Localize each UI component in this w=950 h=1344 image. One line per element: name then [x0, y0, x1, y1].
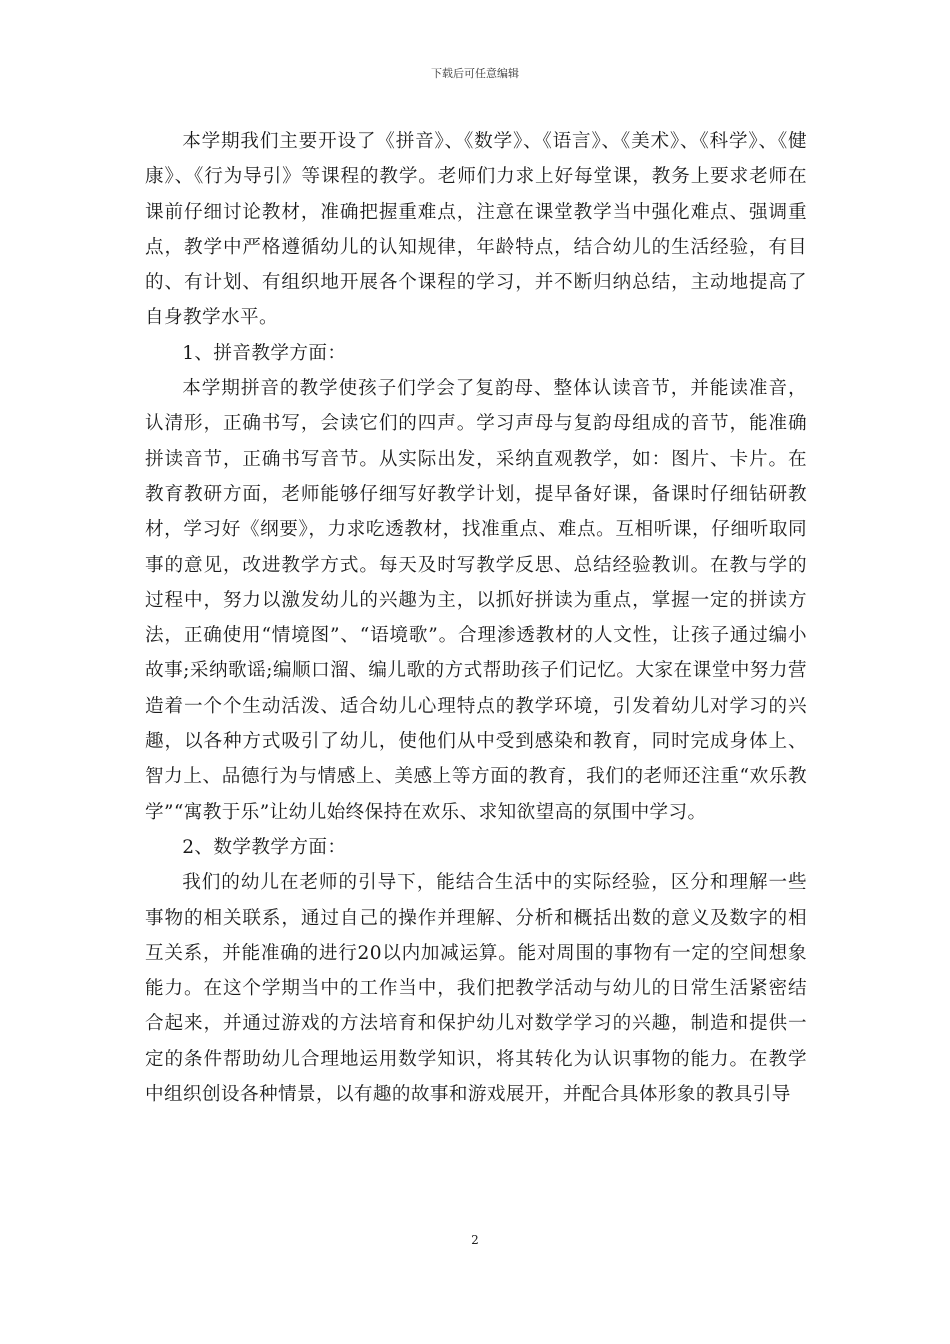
page-header: 下载后可任意编辑	[431, 67, 519, 80]
section-heading-math: 2、数学教学方面：	[182, 836, 347, 858]
paragraph-pinyin: 本学期拼音的教学使孩子们学会了复韵母、整体认读音节，并能读准音，认清形，正确书写，会读它们的四声。学习声母与复韵母组成的音节，能准确拼读音节，正确书写音节。从实际出发，采纳直观教学，如：图片、卡片。在教育教研方面，老师能够仔细写好教学计划，提早备好课，备课时仔细钻研教材，学习好《纲要》，力求吃透教材，找准重点、难点。互相听课，仔细听取同事的意见，改进教学方式。每天及时写教学反思、总结经验教训。在教与学的过程中，努力以激发幼儿的兴趣为主，以抓好拼读为重点，掌握一定的拼读方法，正确使用“情境图”、“语境歌”。合理渗透教材的人文性，让孩子通过编小故事;采纳歌谣;编顺口溜、编儿歌的方式帮助孩子们记忆。大家在课堂中努力营造着一个个生动活泼、适合幼儿心理特点的教学环境，引发着幼儿对学习的兴趣，以各种方式吸引了幼儿，使他们从中受到感染和教育，同时完成身体上、智力上、品德行为与情感上、美感上等方面的教育，我们的老师还注重“欢乐教学”“寓教于乐”让幼儿始终保持在欢乐、求知欲望高的氛围中学习。	[145, 378, 807, 823]
paragraph-math: 我们的幼儿在老师的引导下，能结合生活中的实际经验，区分和理解一些事物的相关联系，通过自己的操作并理解、分析和概括出数的意义及数字的相互关系，并能准确的进行20以内加减运算。能对周围的事物有一定的空间想象能力。在这个学期当中的工作当中，我们把教学活动与幼儿的日常生活紧密结合起来，并通过游戏的方法培育和保护幼儿对数学学习的兴趣，制造和提供一定的条件帮助幼儿合理地运用数学知识，将其转化为认识事物的能力。在教学中组织创设各种情景，以有趣的故事和游戏展开，并配合具体形象的教具引导	[145, 872, 807, 1106]
section-heading-pinyin: 1、拼音教学方面：	[182, 342, 347, 364]
page-number: 2	[471, 1233, 479, 1247]
paragraph-intro: 本学期我们主要开设了《拼音》、《数学》、《语言》、《美术》、《科学》、《健康》、《行为导引》等课程的教学。老师们力求上好每堂课，教务上要求老师在课前仔细讨论教材，准确把握重难点，注意在课堂教学当中强化难点、强调重点，教学中严格遵循幼儿的认知规律，年龄特点，结合幼儿的生活经验，有目的、有计划、有组织地开展各个课程的学习，并不断归纳总结，主动地提高了自身教学水平。	[145, 131, 807, 329]
document-body	[145, 124, 807, 1112]
